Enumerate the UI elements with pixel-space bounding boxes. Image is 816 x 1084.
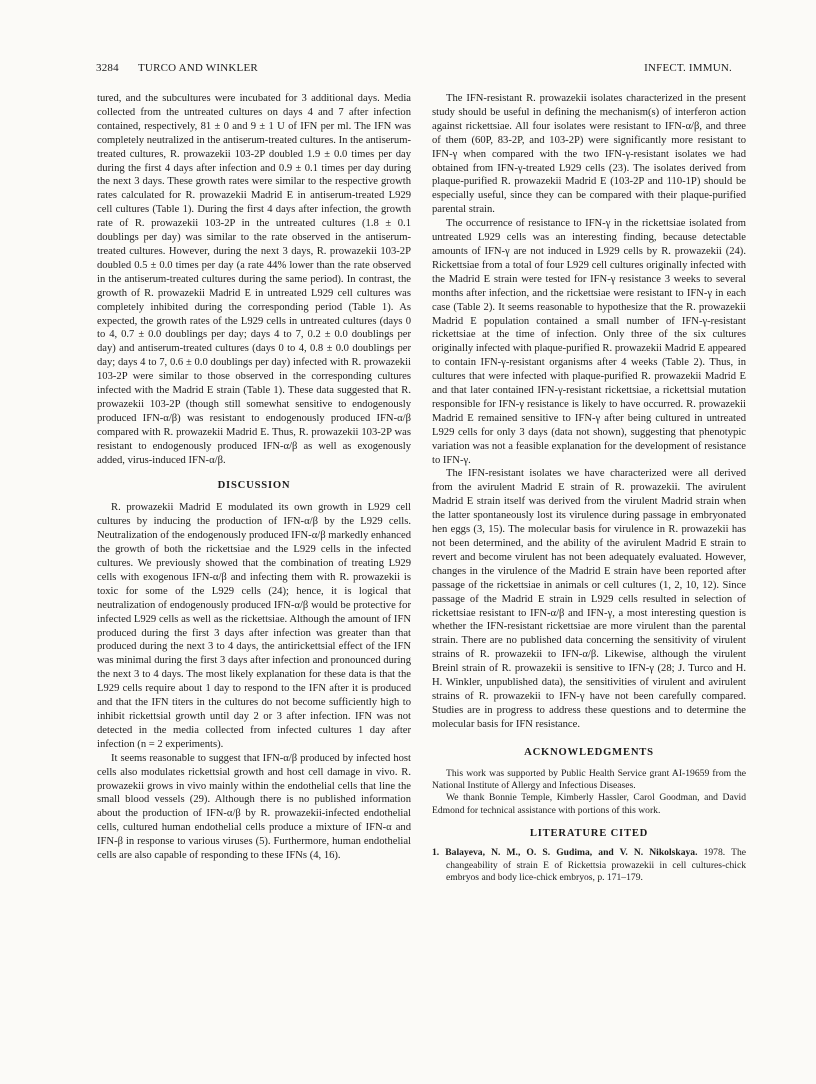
discussion-paragraph-1: R. prowazekii Madrid E modulated its own growth in L929 cell cultures by inducing the production of IFN-α/β by the L929 cells. Neutralization of the endogenously produced IFN-α/β markedly enhanced the growth of both the rickettsiae and the L929 cells in the infected cultures. We previously showed that the combination of treating L929 cells with exogenous IFN-α/β and infecting them with R. prowazekii is toxic for some of the L929 cells (24); hence, it is logical that neutralization of endogenously produced IFN-α/β would be protective for infected L929 cells as well as the rickettsiae. Although the amount of IFN produced during the first 3 days after infection was greater than that produced during the next 3 to 4 days, the antirickettsial effect of the IFN was minimal during the first 3 days after infection and pronounced during the next 3 to 4 days. The most likely explanation for these data is that the L929 cells require about 1 day to respond to the IFN after it is produced and that the IFN titers in the cultures do not become sufficiently high to inhibit rickettsial growth until day 2 or 3 after infection. IFN was not detected in the media collected from infected cultures 1 day after infection (n = 2 experiments). (97, 502, 411, 750)
left-column (97, 92, 411, 863)
reference-1 (432, 847, 746, 884)
results-paragraph-continued: tured, and the subcultures were incubated for 3 additional days. Media collected from the untreated cultures on days 4 and 7 after infection contained, respectively, 81 ± 0 and 9 ± 1 U of IFN per ml. The IFN was completely neutralized in the antiserum-treated cultures. In the antiserum-treated cultures, R. prowazekii 103-2P doubled 1.9 ± 0.0 times per day during the first 4 days after infection and 0.9 ± 0.1 times per day during the next 3 days. These growth rates were similar to the respective growth rates calculated for R. prowazekii Madrid E in antiserum-treated L929 cell cultures (Table 1). During the first 4 days after infection, the growth rate of R. prowazekii 103-2P in the untreated cultures (1.8 ± 0.1 doublings per day) was similar to the rate observed in the antiserum-treated cultures. However, during the next 3 days, R. prowazekii 103-2P doubled 0.5 ± 0.0 times per day (a rate 44% lower than the rate observed in the antiserum-treated cultures during the same period). In contrast, the growth of R. prowazekii Madrid E in untreated L929 cell cultures was completely inhibited during the corresponding period (Table 1). As expected, the growth rates of the L929 cells in untreated cultures (days 0 to 4, 0.7 ± 0.0 doublings per day; days 4 to 7, 0.2 ± 0.0 doublings per day) and antiserum-treated cultures (days 0 to 4, 0.8 ± 0.0 doublings per day; days 4 to 7, 0.6 ± 0.0 doublings per day) infected with R. prowazekii 103-2P were similar to those observed in the corresponding cultures infected with the Madrid E strain (Table 1). These data suggested that R. prowazekii 103-2P (though still somewhat sensitive to endogenously produced IFN-α/β) was resistant to endogenously produced IFN-α/β compared with R. prowazekii Madrid E. Thus, R. prowazekii 103-2P was resistant to endogenously produced IFN-α/β as well as exogenously added, virus-induced IFN-α/β. (97, 93, 411, 466)
reference-1-authors: 1. Balayeva, N. M., O. S. Gudima, and V. N. Nikolskaya. (432, 847, 698, 859)
literature-cited-heading: LITERATURE CITED (529, 828, 649, 840)
discussion-heading: DISCUSSION (217, 480, 291, 492)
discussion-paragraph-5: The IFN-resistant isolates we have characterized were all derived from the avirulent Madrid E strain of R. prowazekii. The avirulent Madrid E strain itself was derived from the virulent Madrid strain when the latter spontaneously lost its virulence during passage in embryonated hen eggs (3, 15). The molecular basis for virulence in R. prowazekii has not been determined, and the ability of the avirulent Madrid E strain to revert and become virulent has not been adequately evaluated. However, changes in the virulence of the Madrid E strain have been reported after passage of the rickettsiae in animals or cell cultures (1, 2, 10, 12). Since passage of the Madrid E strain in L929 cells resulted in selection of rickettsiae resistant to IFN-α/β and IFN-γ, a most interesting question is whether the IFN-resistant rickettsiae are more virulent than the parental strain. There are no published data concerning the sensitivity of virulent strains of R. prowazekii to IFN-α/β. Likewise, although the virulent Breinl strain of R. prowazekii is sensitive to IFN-γ (28; J. Turco and H. H. Winkler, unpublished data), the sensitivities of virulent and avirulent strains of R. prowazekii to IFN-γ have not been carefully compared. Studies are in progress to address these questions and to determine the molecular basis for IFN resistance. (432, 468, 746, 730)
right-column (432, 92, 746, 884)
page-number: 3284 (96, 62, 119, 74)
reference-1-details: 1978. The changeability of strain E of Rickettsia prowazekii in cell cultures-chick embryos and body lice-chick embryos, p. 171–179. (446, 847, 747, 883)
acknowledgment-thanks: We thank Bonnie Temple, Kimberly Hassler, Carol Goodman, and David Edmond for technical assistance with portions of this work. (432, 792, 746, 816)
journal-abbrev: INFECT. IMMUN. (644, 62, 732, 74)
discussion-paragraph-4: The occurrence of resistance to IFN-γ in the rickettsiae isolated from untreated L929 cells was an interesting finding, because detectable amounts of IFN-γ are not induced in L929 cells by R. prowazekii (24). Rickettsiae from a total of four L929 cell cultures originally infected with the Madrid E strain were tested for IFN-γ resistance 3 weeks to several months after infection, and the rickettsiae were resistant to IFN-γ in each case (Table 2). It seems reasonable to hypothesize that the R. prowazekii Madrid E population contained a small number of IFN-γ-resistant rickettsiae at the time of infection. Only three of the six cultures originally infected with plaque-purified R. prowazekii Madrid E appeared to contain IFN-γ-resistant organisms after 4 weeks (Table 2). Thus, in cultures that were infected with plaque-purified R. prowazekii Madrid E and that later contained IFN-γ-resistant rickettsiae, a rickettsial mutation responsible for IFN-γ resistance is likely to have occurred. R. prowazekii Madrid E remained sensitive to IFN-γ after being cultured in untreated L929 cells for only 3 days (data not shown), suggesting that phenotypic variation was not a feasible explanation for the development of resistance to IFN-γ. (432, 218, 746, 466)
discussion-paragraph-2: It seems reasonable to suggest that IFN-α/β produced by infected host cells also modulates rickettsial growth and host cell damage in vivo. R. prowazekii grows in vivo mainly within the endothelial cells that line the small blood vessels (29). Although there is no published information about the production of IFN-α/β by R. prowazekii-infected endothelial cells, cultured human endothelial cells produce a mixture of IFN-α and IFN-β in response to various viruses (5). Furthermore, human endothelial cells are also capable of responding to these IFNs (4, 16). (97, 752, 411, 862)
acknowledgments-heading: ACKNOWLEDGMENTS (524, 746, 654, 758)
acknowledgment-funding: This work was supported by Public Health Service grant AI-19659 from the National Institute of Allergy and Infectious Diseases. (432, 767, 746, 791)
running-authors: TURCO AND WINKLER (138, 62, 258, 74)
running-header (96, 60, 732, 76)
discussion-paragraph-3: The IFN-resistant R. prowazekii isolates characterized in the present study should be useful in defining the mechanism(s) of interferon action against rickettsiae. All four isolates were resistant to IFN-α/β, and three of them (60P, 83-2P, and 103-2P) were significantly more resistant to IFN-γ when compared with the two IFN-γ-resistant isolates we had obtained from IFN-γ-treated L929 cells (23). The isolates derived from plaque-purified R. prowazekii Madrid E (103-2P and 110-1P) should be especially useful, since they can be compared with their plaque-purified parental strain. (432, 93, 746, 216)
